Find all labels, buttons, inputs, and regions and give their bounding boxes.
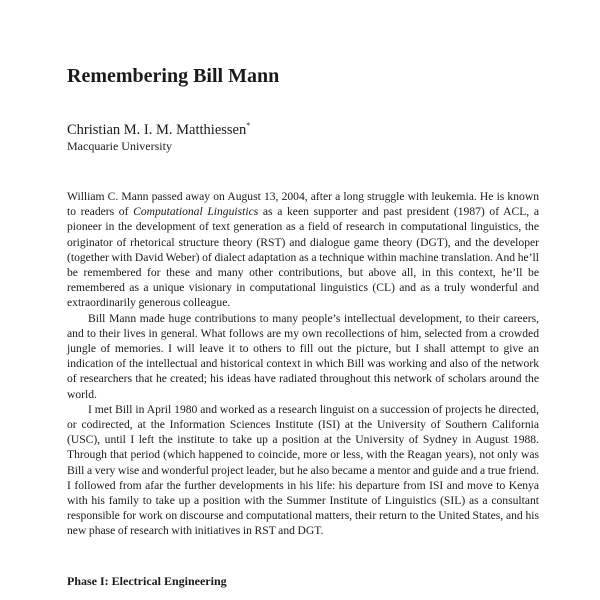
section-heading: Phase I: Electrical Engineering <box>67 574 227 588</box>
paragraph-1 <box>67 189 539 311</box>
article-body <box>67 189 539 539</box>
author-name: Christian M. I. M. Matthiessen <box>67 122 247 138</box>
author-footnote-marker[interactable]: * <box>246 121 251 130</box>
paragraph-3: I met Bill in April 1980 and worked as a research linguist on a succession of projects he directed, or codirected, at the Information Sciences Institute (ISI) at the University of Southern California (USC), until I left the institute to take up a position at the University of Sydney in August 1988. Through that period (which happened to coincide, more or less, with the Reagan years), not only was Bill a very wise and wonderful project leader, but he also became a mentor and guide and a true friend. I followed from afar the further developments in his life: his departure from ISI and move to Kenya with his family to take up a position with the Summer Institute of Linguistics (SIL) as a consultant responsible for work on discourse and computational matters, their return to the United States, and his new phase of research with initiatives in RST and DGT. <box>67 402 539 538</box>
author-line <box>67 121 250 139</box>
paragraph-2: Bill Mann made huge contributions to many people’s intellectual development, to their careers, and to their lives in general. What follows are my own recollections of him, selected from a crowded jungle of memories. I will leave it to others to fill out the picture, but I shall attempt to give an indication of the intellectual and historical context in which Bill was working and also of the network of researchers that he created; his ideas have radiated throughout this network of scholars around the world. <box>67 311 539 401</box>
paragraph-1-text-start: William C. Mann passed away on August 13, 2004, after a long struggle with leukemia. He is known to readers of <box>67 190 539 219</box>
author-affiliation: Macquarie University <box>67 139 172 153</box>
journal-name: Computational Linguistics <box>133 205 259 219</box>
paragraph-1-text-end: as a keen supporter and past president (1987) of ACL, a pioneer in the development of text generation as a field of research in computational linguistics, the originator of rhetorical structure theory (RST) and dialogue game theory (DGT), and the developer (together with David Weber) of dialect adaptation as a technique within machine translation. And he’ll be remembered for these and many other contributions, but above all, in this context, he’ll be remembered as a unique visionary in computational linguistics (CL) and as a truly wonderful and extraordinarily generous colleague. <box>67 205 539 310</box>
article-title: Remembering Bill Mann <box>67 65 280 87</box>
